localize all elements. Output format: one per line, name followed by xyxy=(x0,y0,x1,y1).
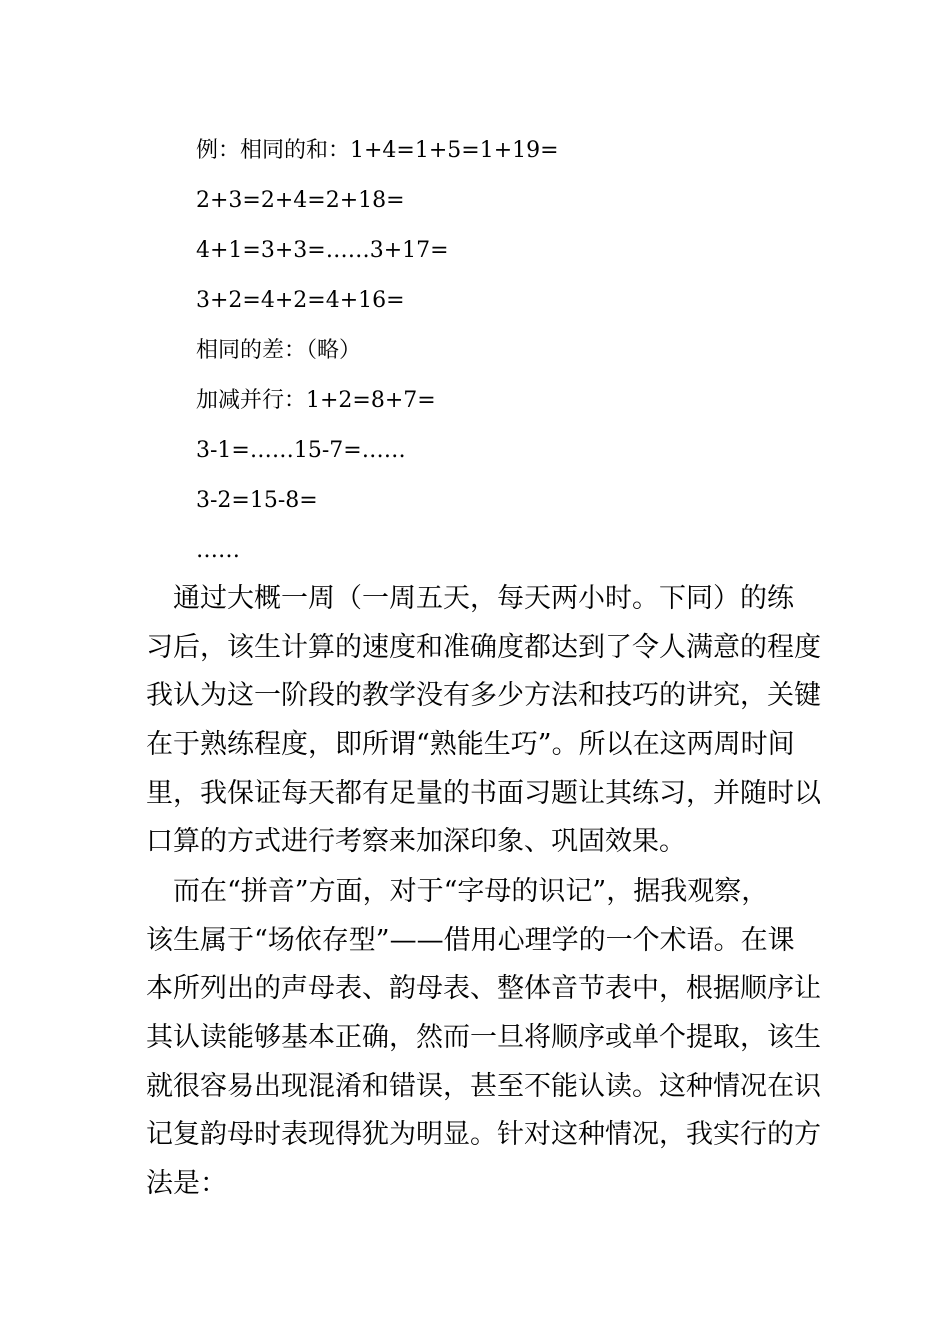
example-line: 3+2=4+2=4+16= xyxy=(196,288,405,313)
paragraph-line: 习后，该生计算的速度和准确度都达到了令人满意的程度 xyxy=(146,631,821,663)
paragraph-line: 该生属于“场依存型”——借用心理学的一个术语。在课 xyxy=(146,924,795,956)
paragraph-line: 里，我保证每天都有足量的书面习题让其练习，并随时以 xyxy=(146,777,821,809)
example-line: 相同的差：（略） xyxy=(196,338,362,363)
paragraph-line: 而在“拼音”方面，对于“字母的识记”，据我观察， xyxy=(146,876,769,907)
paragraph-line: 其认读能够基本正确，然而一旦将顺序或单个提取，该生 xyxy=(146,1022,821,1054)
example-line: 3-1=……15-7=…… xyxy=(196,438,406,463)
paragraph-line: 口算的方式进行考察来加深印象、巩固效果。 xyxy=(146,826,686,858)
paragraph-practice xyxy=(146,575,821,867)
paragraph-line: 法是： xyxy=(146,1168,227,1200)
paragraph-pinyin xyxy=(146,868,821,1209)
paragraph-line: 记复韵母时表现得犹为明显。针对这种情况，我实行的方 xyxy=(146,1119,821,1151)
paragraph-line: 通过大概一周（一周五天，每天两小时。下同）的练 xyxy=(146,583,794,614)
example-line: 例：相同的和：1+4=1+5=1+19= xyxy=(196,138,559,163)
example-line: 加减并行：1+2=8+7= xyxy=(196,388,436,413)
example-lines xyxy=(196,126,816,576)
example-line: 2+3=2+4=2+18= xyxy=(196,188,405,213)
paragraph-line: 就很容易出现混淆和错误，甚至不能认读。这种情况在识 xyxy=(146,1070,821,1102)
example-line: …… xyxy=(196,538,240,563)
paragraph-line: 在于熟练程度，即所谓“熟能生巧”。所以在这两周时间 xyxy=(146,729,795,761)
example-line: 3-2=15-8= xyxy=(196,488,318,513)
example-line: 4+1=3+3=……3+17= xyxy=(196,238,449,263)
paragraph-line: 本所列出的声母表、韵母表、整体音节表中，根据顺序让 xyxy=(146,973,821,1005)
paragraph-line: 我认为这一阶段的教学没有多少方法和技巧的讲究，关键 xyxy=(146,680,821,712)
